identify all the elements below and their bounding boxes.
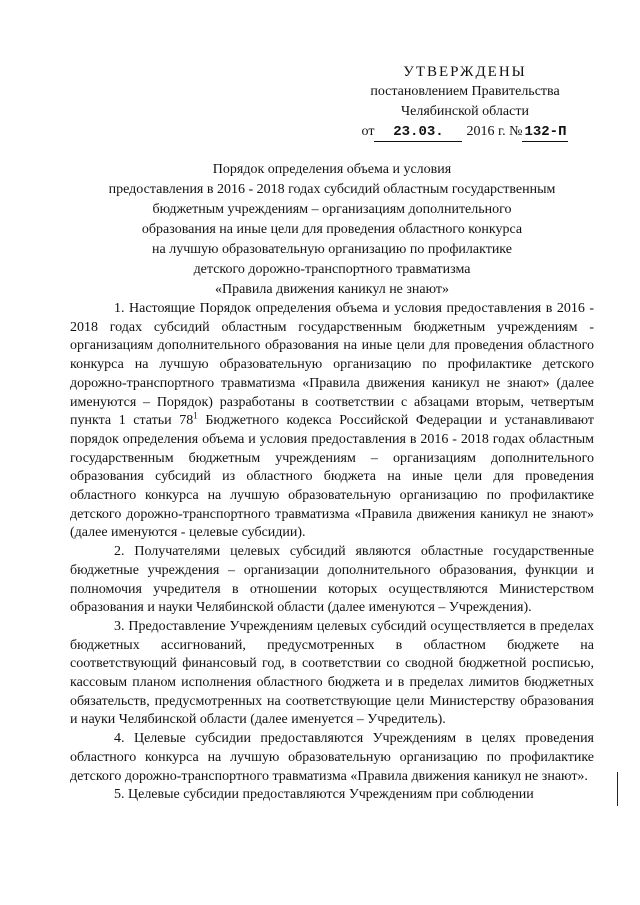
heading-line: образования на иные цели для проведения областного конкурса [141,222,523,237]
margin-line [617,772,618,806]
paragraph-4: 4. Целевые субсидии предоставляются Учреждениям в целях проведения областного конкурса на лучшую образовательную организацию по профилактике детского дорожно-транспортного травматизма «Правила движения каникул не знают». [70,731,594,784]
paragraph-1-part-a: 1. Настоящие Порядок определения объема и условия предоставления в 2016 - 2018 годах субсидий областным государственным бюджетным учреждениям - организациям дополнительного образования на иные цели для проведения областного конкурса на лучшую образовательную организацию по профилактике детского дорожно-транспортного травматизма «Правила движения каникул не знают» (далее именуются – Порядок) разработаны в соответствии с абзацами вторым, четвертым пункта 1 статьи 78 [70,301,594,429]
heading-line: детского дорожно-транспортного травматизма [193,262,471,277]
approval-number-line [340,122,590,142]
heading-line: Порядок определения объема и условия [212,162,452,177]
approval-number: 132-П [524,124,567,140]
heading-line: на лучшую образовательную организацию по профилактике [152,242,512,257]
heading-line: предоставления в 2016 - 2018 годах субсидий областным государственным [108,182,556,197]
approval-line-region: Челябинской области [401,104,529,119]
paragraph-1 [70,300,594,543]
document-body [70,300,594,805]
document-heading [70,160,594,300]
footnote-superscript: 1 [193,410,198,421]
approval-line-government: постановлением Правительства [370,84,560,99]
paragraph-5: 5. Целевые субсидии предоставляются Учреждениям при соблюдении [114,787,534,803]
from-label: от [361,124,375,139]
paragraph-1-part-b: Бюджетного кодекса Российской Федерации и устанавливают порядок определения объема и условия предоставления в 2016 - 2018 годах областным государственным бюджетным учреждениям – организациям дополнительного образования субсидий из областного бюджета на иные цели для проведения областного конкурса на лучшую образовательную организацию по профилактике детского дорожно-транспортного травматизма «Правила движения каникул не знают» (далее именуются - целевые субсидии). [70,413,594,541]
approval-year: 2016 г. № [466,124,523,139]
approval-date: 23.03. [374,124,462,142]
heading-line: «Правила движения каникул не знают» [214,282,450,297]
approval-title: УТВЕРЖДЕНЫ [403,64,527,80]
paragraph-2: 2. Получателями целевых субсидий являются областные государственные бюджетные учреждения – организации дополнительного образования, функции и полномочия учредителя в отношении которых осуществляются Министерством образования и науки Челябинской области (далее именуются – Учреждения). [70,544,594,616]
paragraph-3: 3. Предоставление Учреждениям целевых субсидий осуществляется в пределах бюджетных ассигнований, предусмотренных в областном бюджете на соответствующий финансовый год, в соответствии со сводной бюджетной росписью, кассовым планом исполнения областного бюджета и в пределах лимитов бюджетных обязательств, предусмотренных на соответствующие цели Министерству образования и науки Челябинской области (далее именуется – Учредитель). [70,618,594,728]
approval-block [340,62,590,142]
heading-line: бюджетным учреждениям – организациям дополнительного [152,202,512,217]
